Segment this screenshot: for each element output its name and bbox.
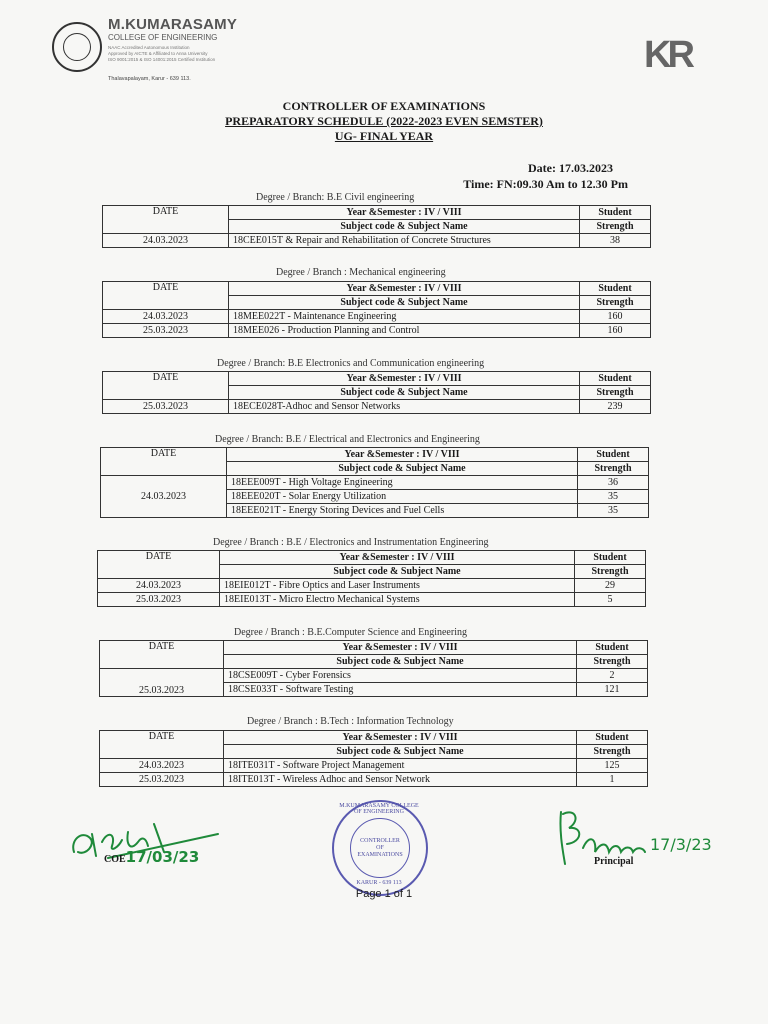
header-subject: Subject code & Subject Name bbox=[227, 462, 578, 476]
header-year-sem: Year &Semester : IV / VIII bbox=[224, 731, 577, 745]
row-strength: 5 bbox=[575, 593, 646, 607]
college-address: Thalavapalayam, Karur - 639 113. bbox=[108, 76, 191, 82]
row-strength: 2 bbox=[577, 669, 648, 683]
row-strength: 125 bbox=[577, 759, 648, 773]
row-subject: 18ECE028T-Adhoc and Sensor Networks bbox=[229, 400, 580, 414]
principal-date: 17/3/23 bbox=[650, 835, 712, 854]
header-strength: Strength bbox=[577, 745, 648, 759]
row-subject: 18CEE015T & Repair and Rehabilitation of Concrete Structures bbox=[229, 234, 580, 248]
table-row bbox=[103, 310, 651, 324]
row-date: 25.03.2023 bbox=[103, 324, 229, 338]
row-strength: 121 bbox=[577, 683, 648, 697]
college-name: M.KUMARASAMY bbox=[108, 16, 238, 33]
table-row bbox=[98, 593, 646, 607]
header-subject: Subject code & Subject Name bbox=[229, 296, 580, 310]
header-strength: Strength bbox=[578, 462, 649, 476]
header-year-sem: Year &Semester : IV / VIII bbox=[227, 448, 578, 462]
row-strength: 1 bbox=[577, 773, 648, 787]
degree-branch-ece: Degree / Branch: B.E Electronics and Communication engineering bbox=[217, 358, 485, 369]
principal-text: Principal bbox=[594, 856, 634, 867]
header-date: DATE bbox=[98, 551, 220, 579]
row-strength: 38 bbox=[580, 234, 651, 248]
header-student: Student bbox=[580, 282, 651, 296]
degree-branch-eee: Degree / Branch: B.E / Electrical and Electronics and Engineering bbox=[215, 434, 480, 445]
row-date: 24.03.2023 bbox=[103, 234, 229, 248]
table-row bbox=[103, 400, 651, 414]
college-accreditation bbox=[108, 45, 228, 63]
row-subject: 18ITE013T - Wireless Adhoc and Sensor Network bbox=[224, 773, 577, 787]
table-row bbox=[100, 759, 648, 773]
header-strength: Strength bbox=[580, 386, 651, 400]
schedule-table-eee bbox=[100, 447, 649, 518]
schedule-table-ece bbox=[102, 371, 651, 414]
seal-inner bbox=[350, 818, 410, 878]
schedule-table-mechanical bbox=[102, 281, 651, 338]
row-subject: 18EIE013T - Micro Electro Mechanical Systems bbox=[220, 593, 575, 607]
schedule-table-it bbox=[99, 730, 648, 787]
seal-outer-text: M.KUMARASAMY COLLEGE OF ENGINEERING bbox=[339, 803, 419, 815]
row-subject: 18MEE022T - Maintenance Engineering bbox=[229, 310, 580, 324]
coe-label bbox=[104, 848, 199, 866]
coe-text: COE bbox=[104, 854, 126, 865]
header-student: Student bbox=[578, 448, 649, 462]
row-subject: 18EIE012T - Fibre Optics and Laser Instruments bbox=[220, 579, 575, 593]
seal-line2: OF bbox=[376, 844, 384, 851]
title-schedule: PREPARATORY SCHEDULE (2022-2023 EVEN SEMSTER) bbox=[225, 114, 543, 128]
row-subject: 18MEE026 - Production Planning and Control bbox=[229, 324, 580, 338]
header-year-sem: Year &Semester : IV / VIII bbox=[229, 206, 580, 220]
title-controller: CONTROLLER OF EXAMINATIONS bbox=[282, 99, 486, 113]
row-date: 25.03.2023 bbox=[100, 773, 224, 787]
header-student: Student bbox=[577, 731, 648, 745]
header-date: DATE bbox=[103, 282, 229, 310]
row-date: 24.03.2023 bbox=[100, 759, 224, 773]
seal-line1: CONTROLLER bbox=[360, 837, 400, 844]
header-strength: Strength bbox=[580, 220, 651, 234]
header-subject: Subject code & Subject Name bbox=[220, 565, 575, 579]
iso-line: ISO 9001:2015 & ISO 14001:2015 Certified Institution bbox=[108, 57, 216, 62]
header-student: Student bbox=[580, 206, 651, 220]
row-strength: 36 bbox=[578, 476, 649, 490]
kr-brand-logo: KR bbox=[644, 34, 691, 76]
row-date: 25.03.2023 bbox=[100, 669, 224, 697]
degree-branch-civil: Degree / Branch: B.E Civil engineering bbox=[256, 192, 415, 203]
header-subject: Subject code & Subject Name bbox=[229, 386, 580, 400]
table-row bbox=[100, 773, 648, 787]
college-logo-icon bbox=[52, 22, 102, 72]
table-row bbox=[98, 579, 646, 593]
header-student: Student bbox=[580, 372, 651, 386]
schedule-table-cse bbox=[99, 640, 648, 697]
header-strength: Strength bbox=[580, 296, 651, 310]
header-date: DATE bbox=[103, 206, 229, 234]
row-strength: 35 bbox=[578, 490, 649, 504]
header-date: DATE bbox=[100, 641, 224, 669]
row-subject: 18CSE009T - Cyber Forensics bbox=[224, 669, 577, 683]
header-date: DATE bbox=[101, 448, 227, 476]
row-date: 24.03.2023 bbox=[103, 310, 229, 324]
header-strength: Strength bbox=[575, 565, 646, 579]
degree-branch-it: Degree / Branch : B.Tech : Information Technology bbox=[247, 716, 454, 727]
row-strength: 160 bbox=[580, 310, 651, 324]
header-date: DATE bbox=[100, 731, 224, 759]
schedule-table-civil bbox=[102, 205, 651, 248]
header-date: DATE bbox=[103, 372, 229, 400]
row-subject: 18EEE009T - High Voltage Engineering bbox=[227, 476, 578, 490]
row-date: 24.03.2023 bbox=[101, 476, 227, 518]
college-subtitle: COLLEGE OF ENGINEERING bbox=[108, 33, 218, 42]
seal-bottom-text: KARUR - 639 113 bbox=[356, 880, 402, 886]
approval-line: Approved by AICTE & Affiliated to Anna University bbox=[108, 51, 208, 56]
row-subject: 18CSE033T - Software Testing bbox=[224, 683, 577, 697]
header-subject: Subject code & Subject Name bbox=[229, 220, 580, 234]
accreditation-line: NAAC Accredited Autonomous Institution bbox=[108, 45, 190, 50]
header-student: Student bbox=[577, 641, 648, 655]
exam-date: Date: 17.03.2023 bbox=[528, 161, 613, 175]
seal-line3: EXAMINATIONS bbox=[357, 851, 403, 858]
table-row bbox=[101, 476, 649, 490]
table-row bbox=[103, 234, 651, 248]
title-year: UG- FINAL YEAR bbox=[334, 129, 434, 143]
row-date: 24.03.2023 bbox=[98, 579, 220, 593]
header-subject: Subject code & Subject Name bbox=[224, 655, 577, 669]
row-strength: 239 bbox=[580, 400, 651, 414]
row-strength: 160 bbox=[580, 324, 651, 338]
header-year-sem: Year &Semester : IV / VIII bbox=[229, 372, 580, 386]
table-row bbox=[100, 669, 648, 683]
header-year-sem: Year &Semester : IV / VIII bbox=[224, 641, 577, 655]
row-subject: 18EEE020T - Solar Energy Utilization bbox=[227, 490, 578, 504]
table-row bbox=[103, 324, 651, 338]
schedule-table-eie bbox=[97, 550, 646, 607]
exam-time: Time: FN:09.30 Am to 12.30 Pm bbox=[463, 177, 628, 191]
header-year-sem: Year &Semester : IV / VIII bbox=[220, 551, 575, 565]
principal-label bbox=[594, 856, 633, 867]
row-strength: 29 bbox=[575, 579, 646, 593]
degree-branch-eie: Degree / Branch : B.E / Electronics and Instrumentation Engineering bbox=[213, 537, 489, 548]
header-year-sem: Year &Semester : IV / VIII bbox=[229, 282, 580, 296]
row-subject: 18EEE021T - Energy Storing Devices and Fuel Cells bbox=[227, 504, 578, 518]
page-number: Page 1 of 1 bbox=[355, 888, 413, 900]
header-student: Student bbox=[575, 551, 646, 565]
coe-date: 17/03/23 bbox=[125, 848, 200, 866]
row-date: 25.03.2023 bbox=[103, 400, 229, 414]
header-strength: Strength bbox=[577, 655, 648, 669]
row-date: 25.03.2023 bbox=[98, 593, 220, 607]
degree-branch-mechanical: Degree / Branch : Mechanical engineering bbox=[276, 267, 446, 278]
header-subject: Subject code & Subject Name bbox=[224, 745, 577, 759]
row-subject: 18ITE031T - Software Project Management bbox=[224, 759, 577, 773]
degree-branch-cse: Degree / Branch : B.E.Computer Science and Engineering bbox=[234, 627, 467, 638]
row-strength: 35 bbox=[578, 504, 649, 518]
